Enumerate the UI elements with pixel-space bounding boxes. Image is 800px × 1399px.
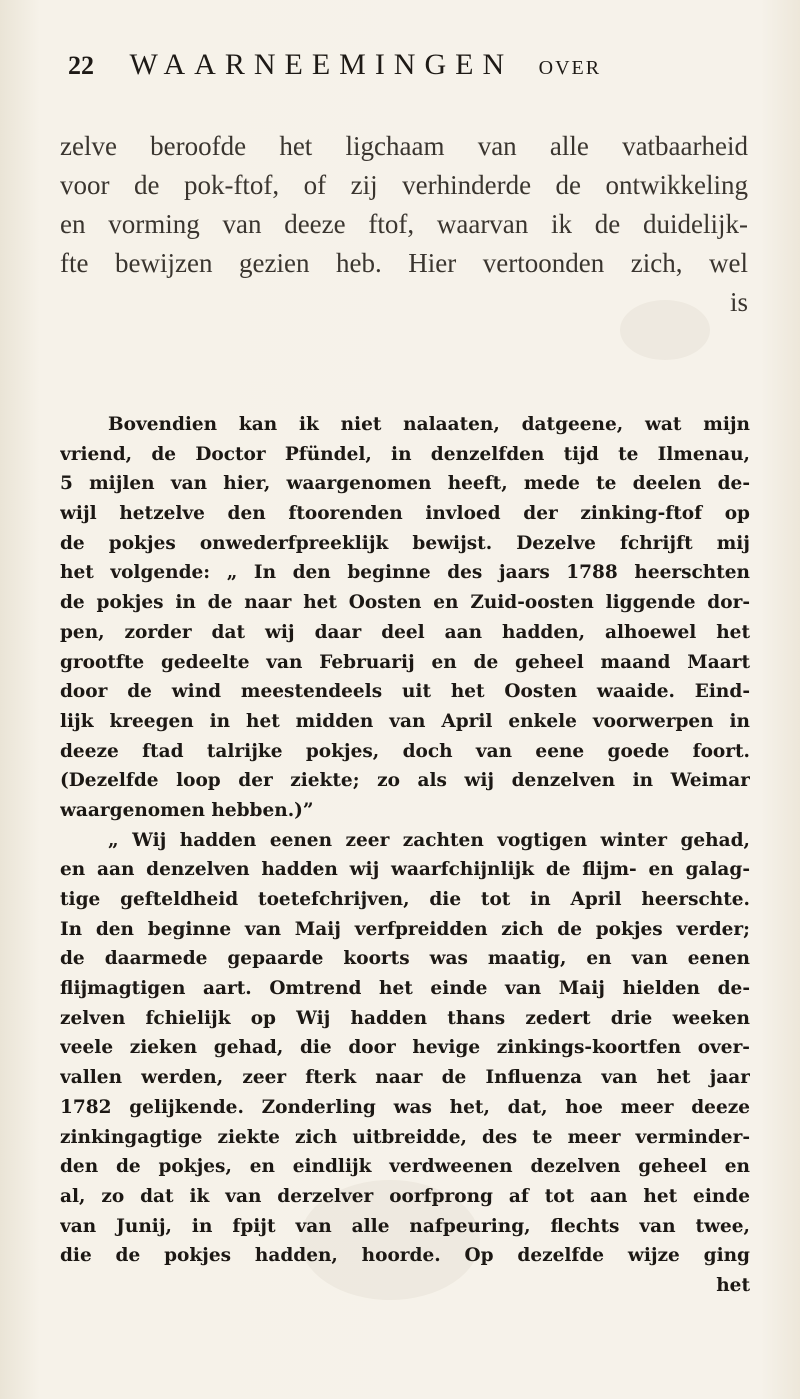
text-line: lijk kreegen in het midden van April enkele voorwerpen in (60, 710, 750, 732)
catchword: het (716, 1274, 750, 1296)
text-line: „ Wij hadden eenen zeer zachten vogtigen winter gehad, (108, 829, 750, 851)
text-line: en vorming van deeze ftof, waarvan ik de duidelijk- (60, 209, 748, 239)
text-line: vriend, de Doctor Pfündel, in denzelfden tijd te Ilmenau, (60, 443, 750, 465)
text-line: (Dezelfde loop der ziekte; zo als wij denzelven in Weimar (60, 770, 750, 792)
text-line: In den beginne van Maij verfpreidden zich de pokjes verder; (60, 918, 750, 940)
text-line: de pokjes onwederfpreeklijk bewijst. Dezelve fchrijft mij (60, 532, 750, 554)
text-line: 1782 gelijkende. Zonderling was het, dat, hoe meer deeze (60, 1096, 750, 1118)
text-line: 5 mijlen van hier, waargenomen heeft, mede te deelen de- (60, 473, 750, 495)
paragraph-pfundel-report (60, 410, 750, 1301)
text-line: van Junij, in fpijt van alle nafpeuring, flechts van twee, (60, 1215, 750, 1237)
text-line: de daarmede gepaarde koorts was maatig, en van eenen (60, 948, 750, 970)
catchword: is (729, 287, 748, 317)
running-title: WAARNEEMINGEN (129, 48, 514, 81)
text-line: door de wind meestendeels uit het Oosten waaide. Eind- (60, 681, 750, 703)
text-line: deeze ftad talrijke pokjes, doch van eene goede foort. (60, 740, 750, 762)
text-line: de pokjes in de naar het Oosten en Zuid-oosten liggende dor- (60, 592, 750, 614)
text-line: vallen werden, zeer fterk naar de Influenza van het jaar (60, 1067, 750, 1089)
paragraph-continued (60, 127, 748, 322)
running-title-continuation: OVER (538, 57, 602, 79)
text-line: al, zo dat ik van derzelver oorfprong af tot aan het einde (60, 1185, 750, 1207)
text-line: zelven fchielijk op Wij hadden thans zedert drie weeken (60, 1007, 750, 1029)
text-line: zelve beroofde het ligchaam van alle vatbaarheid (60, 131, 748, 161)
text-line: tige gefteldheid toetefchrijven, die tot in April heerschte. (60, 889, 750, 910)
text-line: flijmagtigen aart. Omtrend het einde van Maij hielden de- (60, 978, 750, 1000)
page-number: 22 (68, 51, 94, 80)
text-line: waargenomen hebben.)” (60, 799, 314, 821)
text-line: grootfte gedeelte van Februarij en de geheel maand Maart (60, 651, 750, 673)
text-line: veele zieken gehad, die door hevige zinkings-koortfen over- (60, 1037, 750, 1059)
text-line: Bovendien kan ik niet nalaaten, datgeene, wat mijn (108, 414, 750, 435)
text-line: en aan denzelven hadden wij waarfchijnlijk de flijm- en galag- (60, 859, 750, 881)
text-line: het volgende: „ In den beginne des jaars 1788 heerschten (60, 562, 750, 584)
text-line: pen, zorder dat wij daar deel aan hadden, alhoewel het (60, 621, 750, 643)
text-line: zinkingagtige ziekte zich uitbreidde, des te meer verminder- (60, 1126, 750, 1148)
text-line: fte bewijzen gezien heb. Hier vertoonden zich, wel (60, 248, 748, 278)
text-line: wijl hetzelve den ftoorenden invloed der zinking-ftof op (60, 503, 750, 525)
running-header (68, 48, 748, 92)
text-line: die de pokjes hadden, hoorde. Op dezelfde wijze ging (60, 1245, 750, 1267)
text-line: den de pokjes, en eindlijk verdweenen dezelven geheel en (60, 1156, 750, 1178)
text-line: voor de pok-ftof, of zij verhinderde de ontwikkeling (60, 170, 748, 200)
